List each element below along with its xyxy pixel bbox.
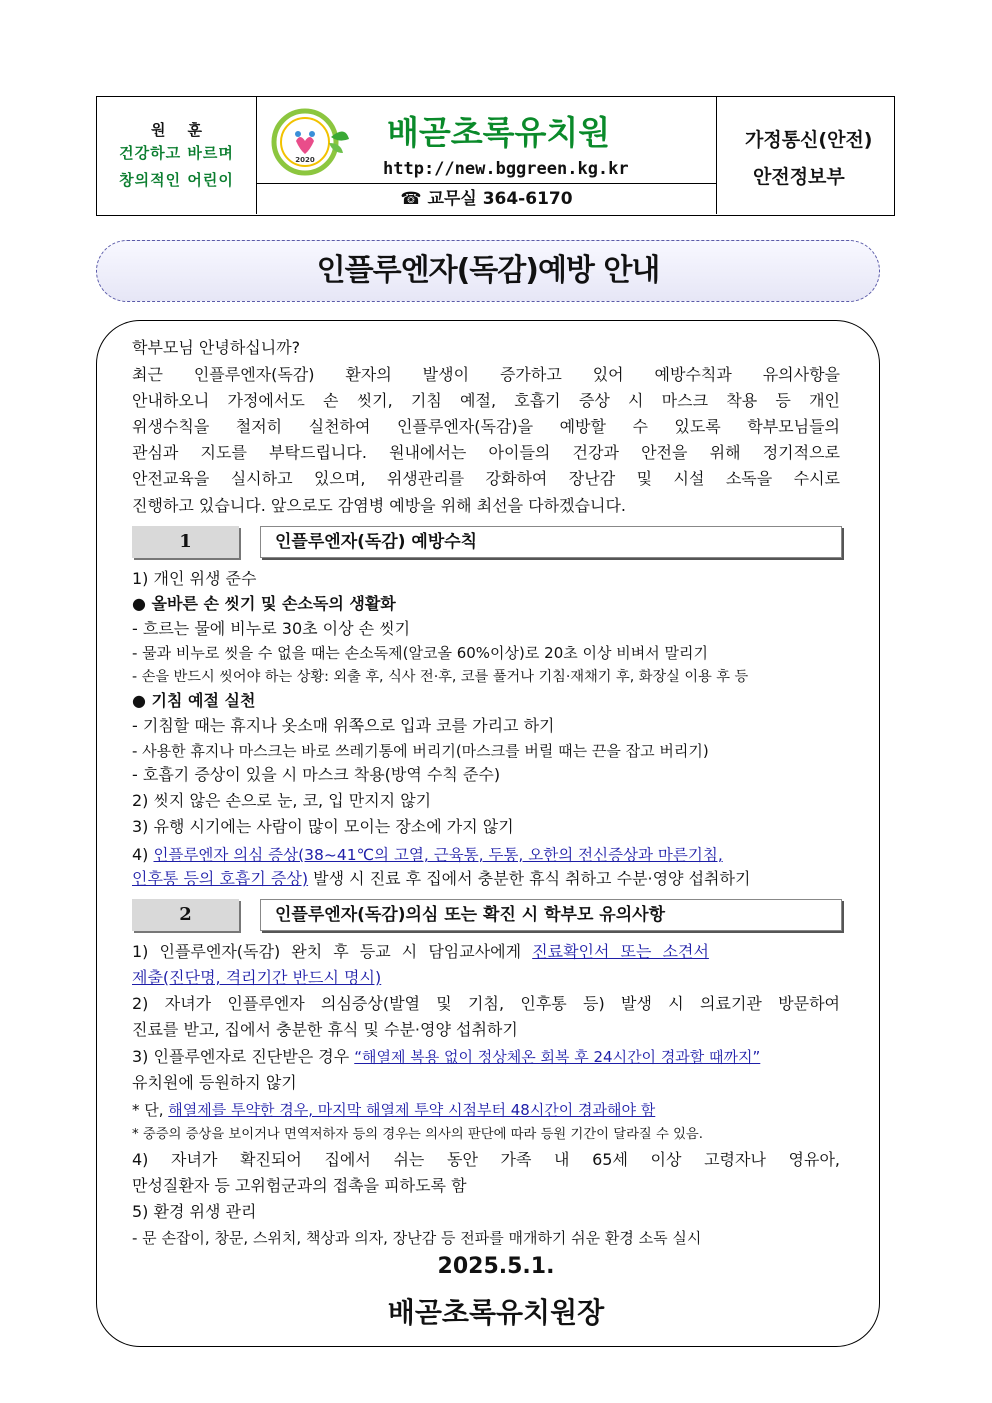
certificate-link[interactable]: 진료확인서 또는 소견서 (532, 942, 709, 961)
signature: 배곧초록유치원장 (387, 1296, 605, 1329)
list-item (132, 965, 840, 991)
bullet-heading: ● 올바른 손 씻기 및 손소독의 생활화 (132, 594, 396, 613)
list-item: - 호흡기 증상이 있을 시 마스크 착용(방역 수칙 준수) (132, 765, 501, 784)
certificate-link[interactable]: 제출(진단명, 격리기간 반드시 명시) (132, 968, 382, 987)
header-table (96, 96, 895, 216)
school-url[interactable]: http://new.bggreen.kg.kr (383, 159, 629, 179)
list-item: 2) 자녀가 인플루엔자 의심증상(발열 및 기침, 인후통 등) 발생 시 의료기관 방문하여 (132, 994, 840, 1013)
motto-cell (97, 97, 257, 214)
list-item: 만성질환자 등 고위험군과의 접촉을 피하도록 함 (132, 1176, 467, 1195)
notice-cell (717, 97, 894, 214)
svg-text:2020: 2020 (295, 156, 315, 164)
list-item: 유치원에 등원하지 않기 (132, 1073, 297, 1092)
return-rule-link[interactable]: “해열제 복용 없이 정상체온 회복 후 24시간이 경과할 때까지” (354, 1048, 761, 1066)
list-item: - 문 손잡이, 창문, 스위치, 책상과 의자, 장난감 등 전파를 매개하기 쉬운 환경 소독 실시 (132, 1229, 702, 1247)
list-item: - 물과 비누로 씻을 수 없을 때는 손소독제(알코올 60%이상)로 20초 이상 비벼서 말리기 (132, 644, 708, 662)
issue-date: 2025.5.1. (437, 1254, 555, 1279)
list-item: - 흐르는 물에 비누로 30초 이상 손 씻기 (132, 619, 411, 638)
list-item (132, 842, 840, 868)
intro-line: 진행하고 있습니다. 앞으로도 감염병 예방을 위해 최선을 다하겠습니다. (132, 496, 626, 515)
note (132, 1097, 840, 1123)
school-name: 배곧초록유치원 (387, 113, 611, 152)
list-item: 5) 환경 위생 관리 (132, 1202, 257, 1221)
school-logo-icon (269, 107, 351, 177)
title-banner (96, 240, 880, 302)
motto-title: 원훈 (151, 121, 224, 139)
note-prefix: * 단, (132, 1101, 169, 1119)
motto-line-1: 건강하고 바르며 (119, 144, 234, 162)
item-text: 1) 인플루엔자(독감) 완치 후 등교 시 담임교사에게 (132, 942, 533, 961)
list-item: 1) 개인 위생 준수 (132, 569, 257, 588)
symptom-link[interactable]: 인후통 등의 호흡기 증상) (132, 869, 309, 888)
fever-rule-link[interactable]: 해열제를 투약한 경우, 마지막 해열제 투약 시점부터 48시간이 경과해야 함 (168, 1101, 656, 1119)
section-2-header (132, 899, 842, 931)
list-item: 3) 유행 시기에는 사람이 많이 모이는 장소에 가지 않기 (132, 817, 514, 836)
symptom-link[interactable]: 인플루엔자 의심 증상(38~41℃의 고열, 근육통, 두통, 오한의 전신증상과 마른기침, (153, 846, 723, 864)
page-title: 인플루엔자(독감)예방 안내 (316, 253, 660, 288)
bullet-heading: ● 기침 예절 실천 (132, 691, 256, 710)
item-text: 3) 인플루엔자로 진단받은 경우 (132, 1047, 355, 1066)
section-1-header (132, 526, 842, 558)
item-prefix: 4) (132, 845, 154, 864)
list-item (132, 1044, 840, 1070)
intro-line: 안전교육을 실시하고 있으며, 위생관리를 강화하여 장난감 및 시설 소독을 수시로 (132, 469, 840, 488)
list-item: 진료를 받고, 집에서 충분한 휴식 및 수분·영양 섭취하기 (132, 1020, 518, 1039)
list-item: - 사용한 휴지나 마스크는 바로 쓰레기통에 버리기(마스크를 버릴 때는 끈을 잡고 버리기) (132, 742, 709, 760)
list-item (132, 939, 840, 965)
list-item: - 기침할 때는 휴지나 옷소매 위쪽으로 입과 코를 가리고 하기 (132, 716, 555, 735)
school-cell (257, 97, 717, 214)
intro-line: 안내하오니 가정에서도 손 씻기, 기침 예절, 호흡기 증상 시 마스크 착용 등 개인 (132, 391, 840, 410)
list-item: - 손을 반드시 씻어야 하는 상황: 외출 후, 식사 전·후, 코를 풀거나 기침·재채기 후, 화장실 이용 후 등 (132, 669, 749, 685)
section-1-number: 1 (132, 526, 239, 558)
department: 안전정보부 (753, 166, 845, 188)
intro-line: 위생수칙을 철저히 실천하여 인플루엔자(독감)을 예방할 수 있도록 학부모님들의 (132, 417, 840, 436)
greeting: 학부모님 안녕하십니까? (132, 338, 301, 357)
section-2-number: 2 (132, 899, 239, 931)
phone-number: ☎ 교무실 364-6170 (257, 183, 716, 215)
list-item (132, 866, 840, 892)
list-item: 2) 씻지 않은 손으로 눈, 코, 입 만지지 않기 (132, 791, 432, 810)
motto-line-2: 창의적인 어린이 (119, 171, 234, 189)
intro-line: 최근 인플루엔자(독감) 환자의 발생이 증가하고 있어 예방수칙과 유의사항을 (132, 365, 840, 384)
intro-line: 관심과 지도를 부탁드립니다. 원내에서는 아이들의 건강과 안전을 위해 정기적으로 (132, 443, 840, 462)
list-item: 4) 자녀가 확진되어 집에서 쉬는 동안 가족 내 65세 이상 고령자나 영유아, (132, 1150, 840, 1169)
notice-type: 가정통신(안전) (745, 129, 873, 151)
section-1-title: 인플루엔자(독감) 예방수칙 (260, 526, 842, 558)
section-2-title: 인플루엔자(독감)의심 또는 확진 시 학부모 유의사항 (260, 899, 842, 931)
item-text: 발생 시 진료 후 집에서 충분한 휴식 취하고 수분·영양 섭취하기 (308, 869, 751, 888)
note: * 중증의 증상을 보이거나 면역저하자 등의 경우는 의사의 판단에 따라 등원 기간이 달라질 수 있음. (132, 1127, 703, 1142)
